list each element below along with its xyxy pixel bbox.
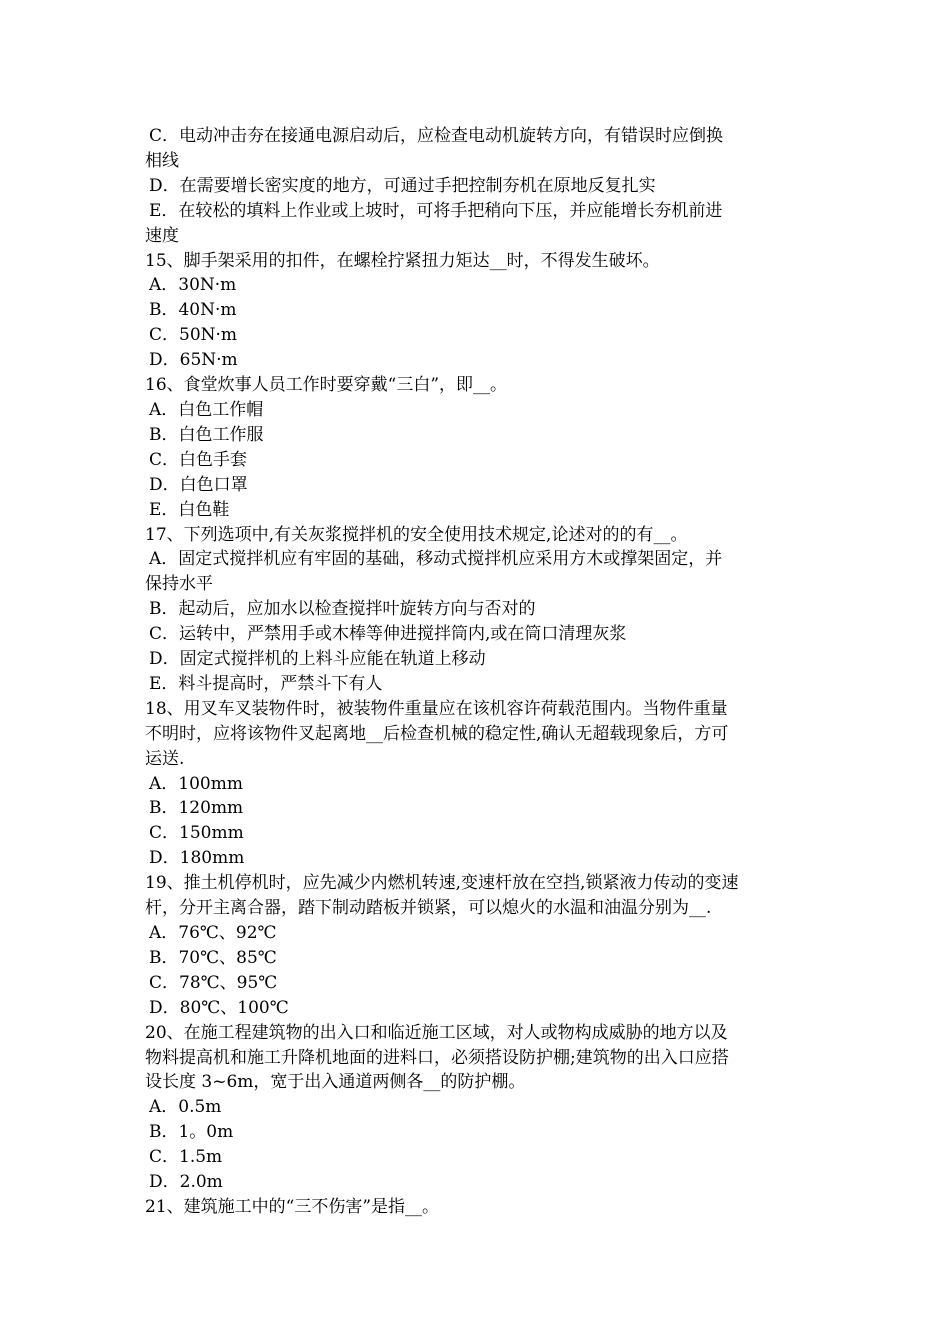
answer-option: A．76℃、92℃ [149,923,277,943]
answer-option: D．65N·m [149,350,238,371]
text-continuation: 杆，分开主离合器，踏下制动踏板并锁紧，可以熄火的水温和油温分别为__. [145,898,712,919]
answer-option: A．30N·m [149,275,237,296]
answer-option: B．40N·m [149,300,237,321]
answer-option: D．180mm [149,848,245,869]
answer-option: B．1。0m [149,1122,234,1143]
answer-option: D．80℃、100℃ [149,997,289,1018]
text-continuation: 物料提高机和施工升降机地面的进料口，必须搭设防护棚;建筑物的出入口应搭 [145,1047,729,1068]
question-text: 21、建筑施工中的“三不伤害”是指__。 [145,1196,440,1217]
text-continuation: 运送. [145,748,185,769]
answer-option: D．2.0m [149,1172,223,1193]
exam-question-list [145,124,810,1220]
answer-option: B．白色工作服 [149,424,264,445]
answer-option: C．运转中，严禁用手或木棒等伸进搅拌筒内,或在筒口清理灰浆 [149,624,627,645]
answer-option: D．白色口罩 [149,474,248,495]
answer-option: C．1.5m [149,1147,223,1168]
text-continuation: 速度 [145,225,179,246]
answer-option: E．料斗提高时，严禁斗下有人 [149,673,383,694]
text-continuation: 不明时，应将该物件叉起离地__后检查机械的稳定性,确认无超载现象后，方可 [145,723,729,744]
text-continuation: 设长度 3~6m，宽于出入通道两侧各__的防护棚。 [145,1072,526,1093]
answer-option: E．在较松的填料上作业或上坡时，可将手把稍向下压，并应能增长夯机前进 [149,200,723,221]
text-continuation: 相线 [145,150,179,171]
answer-option: A．白色工作帽 [149,399,264,420]
question-text: 19、推土机停机时，应先减少内燃机转速,变速杆放在空挡,锁紧液力传动的变速 [145,873,739,894]
question-text: 15、脚手架采用的扣件，在螺栓拧紧扭力矩达__时，不得发生破坏。 [145,250,660,271]
answer-option: E．白色鞋 [149,499,230,520]
answer-option: D．固定式搅拌机的上料斗应能在轨道上移动 [149,649,486,670]
answer-option: C．白色手套 [149,449,248,470]
question-text: 16、食堂炊事人员工作时要穿戴“三白”，即__。 [145,375,508,396]
answer-option: A．固定式搅拌机应有牢固的基础，移动式搅拌机应采用方木或撑架固定，并 [149,549,723,570]
answer-option: C．150mm [149,823,244,844]
answer-option: A．0.5m [149,1097,222,1118]
question-text: 18、用叉车叉装物件时，被装物件重量应在该机容许荷载范围内。当物件重量 [145,698,728,719]
answer-option: D．在需要增长密实度的地方，可通过手把控制夯机在原地反复扎实 [149,175,656,196]
answer-option: C．78℃、95℃ [149,972,278,993]
question-text: 17、下列选项中,有关灰浆搅拌机的安全使用技术规定,论述对的的有__。 [145,524,688,545]
answer-option: C．50N·m [149,325,238,346]
text-continuation: 保持水平 [145,574,213,595]
question-text: 20、在施工程建筑物的出入口和临近施工区域，对人或物构成威胁的地方以及 [145,1022,728,1043]
answer-option: B．起动后，应加水以检查搅拌叶旋转方向与否对的 [149,599,536,620]
answer-option: C．电动冲击夯在接通电源启动后，应检查电动机旋转方向，有错误时应倒换 [149,126,724,146]
answer-option: A．100mm [149,773,243,794]
answer-option: B．70℃、85℃ [149,947,277,968]
answer-option: B．120mm [149,798,244,819]
